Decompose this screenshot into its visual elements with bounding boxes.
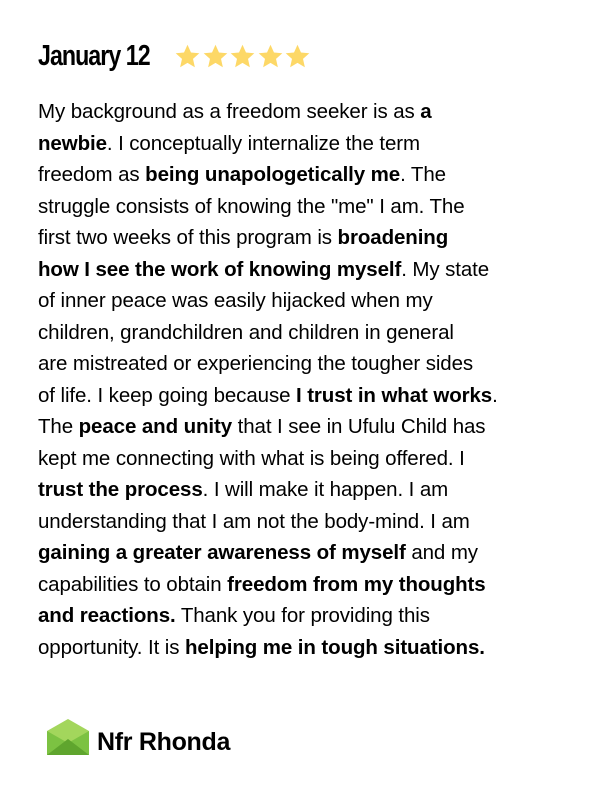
text-segment: children, grandchildren and children in general [38, 320, 454, 344]
bold-phrase: a [420, 100, 432, 123]
review-date: January 12 [38, 39, 150, 72]
text-segment: and my [405, 541, 478, 564]
review-line [38, 632, 564, 664]
text-segment: opportunity. It is [38, 635, 185, 659]
review-line [38, 96, 564, 128]
text-segment: capabilities to obtain [38, 572, 228, 596]
text-segment: The [38, 415, 79, 438]
review-line [38, 600, 564, 632]
author-name: Nfr Rhonda [97, 728, 231, 756]
text-segment: Thank you for providing this [175, 604, 430, 627]
text-segment: kept me connecting with what is being offered. I [38, 446, 465, 470]
star-icon [229, 43, 256, 70]
bold-phrase: helping me in tough situations. [185, 635, 485, 659]
text-segment: . I conceptually internalize the term [106, 131, 420, 155]
text-segment: of inner peace was easily hijacked when my [38, 289, 433, 312]
star-icon [257, 43, 284, 70]
review-line [38, 569, 564, 601]
review-line [38, 474, 564, 506]
text-segment: of life. I keep going because [38, 383, 296, 407]
star-icon [284, 43, 311, 70]
review-line [38, 254, 564, 286]
review-line [38, 285, 564, 317]
review-line [38, 537, 564, 569]
bold-phrase: how I see the work of knowing myself [38, 257, 402, 281]
text-segment: . I will make it happen. I am [202, 478, 449, 501]
star-rating [174, 43, 312, 70]
bold-phrase: freedom from my thoughts [227, 572, 486, 596]
text-segment: . The [400, 163, 446, 186]
text-segment: are mistreated or experiencing the tougher sides [38, 352, 474, 375]
text-segment: . [492, 383, 498, 407]
bold-phrase: trust the process [38, 478, 203, 501]
bold-phrase: and reactions. [38, 604, 176, 627]
text-segment: . My state [401, 257, 490, 281]
text-segment: freedom as [38, 163, 146, 186]
review-line [38, 159, 564, 191]
review-line [38, 411, 564, 443]
bold-phrase: newbie [38, 131, 107, 155]
text-segment: that I see in Ufulu Child has [232, 415, 486, 438]
text-segment: first two weeks of this program is [38, 226, 338, 249]
star-icon [202, 43, 229, 70]
text-segment: struggle consists of knowing the "me" I am. The [38, 194, 465, 218]
review-line [38, 317, 564, 349]
review-line [38, 348, 564, 380]
bold-phrase: broadening [337, 226, 449, 249]
review-text [38, 96, 564, 663]
bold-phrase: peace and unity [78, 415, 233, 438]
review-line [38, 128, 564, 160]
bold-phrase: being unapologetically me [145, 163, 401, 186]
bold-phrase: I trust in what works [296, 383, 493, 407]
review-header [38, 36, 312, 76]
text-segment: My background as a freedom seeker is as [38, 100, 421, 123]
text-segment: understanding that I am not the body-mind. I am [38, 509, 470, 533]
envelope-icon [47, 719, 89, 755]
review-line [38, 191, 564, 223]
review-author [47, 716, 230, 757]
bold-phrase: gaining a greater awareness of myself [38, 541, 406, 564]
star-icon [174, 43, 201, 70]
review-line [38, 443, 564, 475]
review-line [38, 222, 564, 254]
review-line [38, 506, 564, 538]
review-line [38, 380, 564, 412]
